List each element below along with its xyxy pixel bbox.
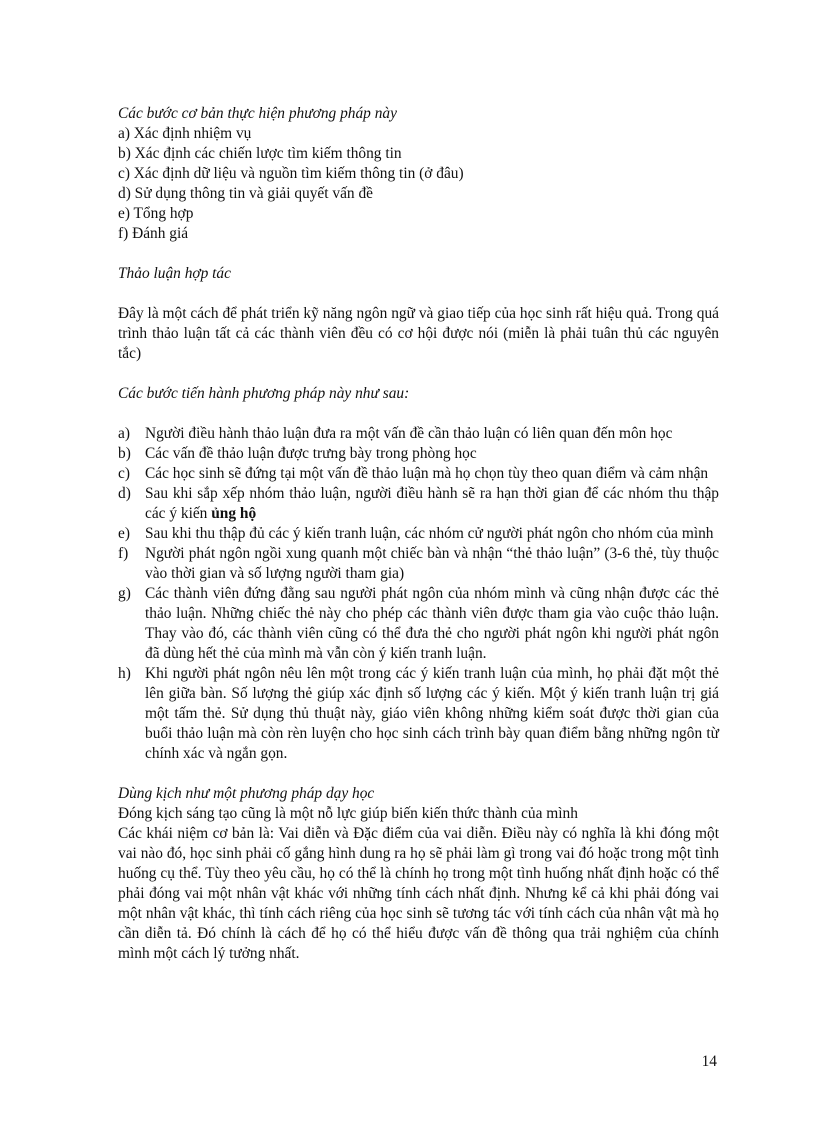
list-marker: e) [118,525,130,542]
list-item-text: Khi người phát ngôn nêu lên một trong các ý kiến tranh luận của mình, họ phải đặt một thẻ lên giữa bàn. Số lượng thẻ giúp xác định số lượng các ý kiến. Một ý kiến tranh luận trị giá một tấm thẻ. Sử dụng thủ thuật này, giáo viên không những kiểm soát được thời gian của buổi thảo luận mà còn rèn luyện cho học sinh cách trình bày quan điểm bằng những ngôn từ chính xác và ngắn gọn. [145,665,719,762]
list-marker: f) [118,545,129,562]
list-item-text: Các thành viên đứng đằng sau người phát ngôn của nhóm mình và cũng nhận được các thẻ thảo luận. Những chiếc thẻ này cho phép các thành viên được tham gia vào cuộc thảo luận. Thay vào đó, các thành viên cũng có thể đưa thẻ cho người phát ngôn khi người phát ngôn đã dùng hết thẻ của mình mà vẫn còn ý kiến tranh luận. [145,585,719,662]
page-number: 14 [701,1053,717,1070]
list-item-text: Sau khi thu thập đủ các ý kiến tranh luận, các nhóm cử người phát ngôn cho nhóm của mình [145,525,714,542]
list-marker: h) [118,665,131,682]
list-item [118,544,719,584]
section-heading-drama-method: Dùng kịch như một phương pháp dạy học [118,785,375,802]
section-heading-cooperative-discussion: Thảo luận hợp tác [118,265,231,282]
list-marker: c) [118,465,130,482]
cooperative-discussion-paragraph: Đây là một cách để phát triển kỹ năng ngôn ngữ và giao tiếp của học sinh rất hiệu quả. Trong quá trình thảo luận tất cả các thành viên đều có cơ hội được nói (miễn là phải tuân thủ các nguyên tắc) [118,305,719,362]
page-content [118,104,719,964]
drama-paragraph: Các khái niệm cơ bản là: Vai diễn và Đặc điểm của vai diễn. Điều này có nghĩa là khi đóng một vai nào đó, học sinh phải cố gắng hình dung ra họ sẽ phải làm gì trong vai đó hoặc trong một tình huống cụ thể. Tùy theo yêu cầu, họ có thể là chính họ trong một tình huống nhất định hoặc có thể phải đóng vai một nhân vật khác với những tính cách nhất định. Nhưng kể cả khi phải đóng vai một nhân vật khác, thì tính cách riêng của học sinh sẽ tương tác với tính cách của nhân vật mà họ cần diễn tả. Đó chính là cách để họ có thể hiểu được vấn đề thông qua trải nghiệm của chính mình một cách lý tưởng nhất. [118,825,719,962]
basic-step-d: d) Sử dụng thông tin và giải quyết vấn đề [118,185,373,202]
list-item [118,424,719,444]
basic-step-b: b) Xác định các chiến lược tìm kiếm thông tin [118,145,402,162]
list-marker: a) [118,425,130,442]
discussion-steps-list [118,424,719,764]
section-heading-basic-steps: Các bước cơ bản thực hiện phương pháp này [118,105,397,122]
list-item [118,444,719,464]
drama-intro-line: Đóng kịch sáng tạo cũng là một nỗ lực giúp biến kiến thức thành của mình [118,805,578,822]
list-item-text: Các vấn đề thảo luận được trưng bày trong phòng học [145,445,477,462]
basic-step-c: c) Xác định dữ liệu và nguồn tìm kiếm thông tin (ở đâu) [118,165,464,182]
bold-term: ủng hộ [211,505,257,522]
list-marker: b) [118,445,131,462]
basic-step-f: f) Đánh giá [118,225,189,242]
list-item [118,464,719,484]
list-marker: g) [118,585,131,602]
basic-step-e: e) Tổng hợp [118,205,194,222]
list-item-text: Các học sinh sẽ đứng tại một vấn đề thảo luận mà họ chọn tùy theo quan điểm và cảm nhận [145,465,709,482]
list-item [118,584,719,664]
list-item [118,524,719,544]
list-item-text: Sau khi sắp xếp nhóm thảo luận, người điều hành sẽ ra hạn thời gian để các nhóm thu thập các ý kiến [145,485,719,522]
basic-step-a: a) Xác định nhiệm vụ [118,125,252,142]
list-marker: d) [118,485,131,502]
steps-heading: Các bước tiến hành phương pháp này như sau: [118,385,410,402]
list-item [118,484,719,524]
list-item-text: Người điều hành thảo luận đưa ra một vấn đề cần thảo luận có liên quan đến môn học [145,425,673,442]
list-item-text: Người phát ngôn ngồi xung quanh một chiếc bàn và nhận “thẻ thảo luận” (3-6 thẻ, tùy thuộc vào thời gian và số lượng người tham gia) [145,545,719,582]
list-item [118,664,719,764]
